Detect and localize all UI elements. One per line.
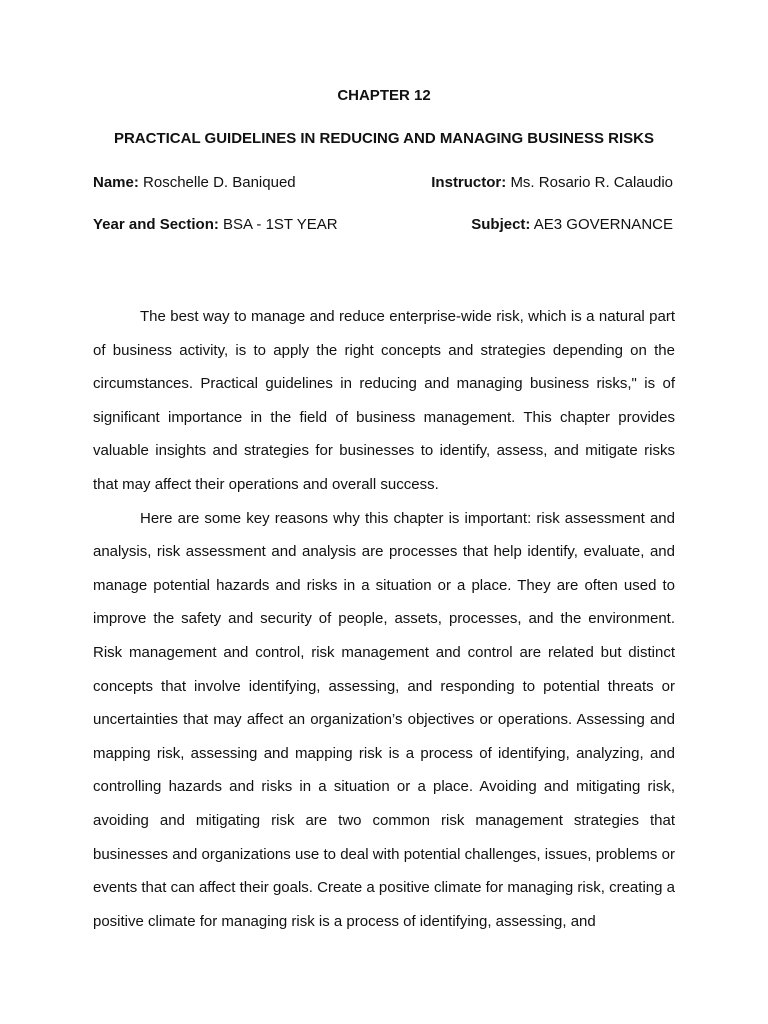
body-text (93, 300, 675, 938)
student-name-field (93, 174, 296, 192)
name-value: Roschelle D. Baniqued (143, 174, 296, 191)
subject-field (471, 216, 673, 234)
paragraph-intro: The best way to manage and reduce enterprise-wide risk, which is a natural part of business activity, is to apply the right concepts and strategies depending on the circumstances. Practical guidelines in reducing and managing business risks," is of significant importance in the field of business management. This chapter provides valuable insights and strategies for businesses to identify, assess, and mitigate risks that may affect their operations and overall success. (93, 308, 675, 493)
chapter-heading: CHAPTER 12 (337, 87, 431, 104)
instructor-field (431, 174, 673, 192)
year-section-field (93, 216, 338, 234)
instructor-label: Instructor: (431, 174, 507, 191)
subject-value: AE3 GOVERNANCE (533, 216, 673, 233)
subject-label: Subject: (471, 216, 531, 233)
paragraph-key-reasons: Here are some key reasons why this chapter is important: risk assessment and analysis, risk assessment and analysis are processes that help identify, evaluate, and manage potential hazards and risks in a situation or a place. They are often used to improve the safety and security of people, assets, processes, and the environment. Risk management and control, risk management and control are related but distinct concepts that involve identifying, assessing, and responding to potential threats or uncertainties that may affect an organization’s objectives or operations. Assessing and mapping risk, assessing and mapping risk is a process of identifying, analyzing, and controlling hazards and risks in a situation or a place. Avoiding and mitigating risk, avoiding and mitigating risk are two common risk management strategies that businesses and organizations use to deal with potential challenges, issues, problems or events that can affect their goals. Create a positive climate for managing risk, creating a positive climate for managing risk is a process of identifying, assessing, and (93, 509, 675, 930)
meta-row-name-instructor (93, 174, 673, 192)
instructor-value: Ms. Rosario R. Calaudio (510, 174, 673, 191)
year-section-value: BSA - 1ST YEAR (223, 216, 338, 233)
name-label: Name: (93, 174, 139, 191)
document-title: PRACTICAL GUIDELINES IN REDUCING AND MANAGING BUSINESS RISKS (113, 130, 655, 147)
meta-row-year-subject (93, 216, 673, 234)
year-section-label: Year and Section: (93, 216, 219, 233)
